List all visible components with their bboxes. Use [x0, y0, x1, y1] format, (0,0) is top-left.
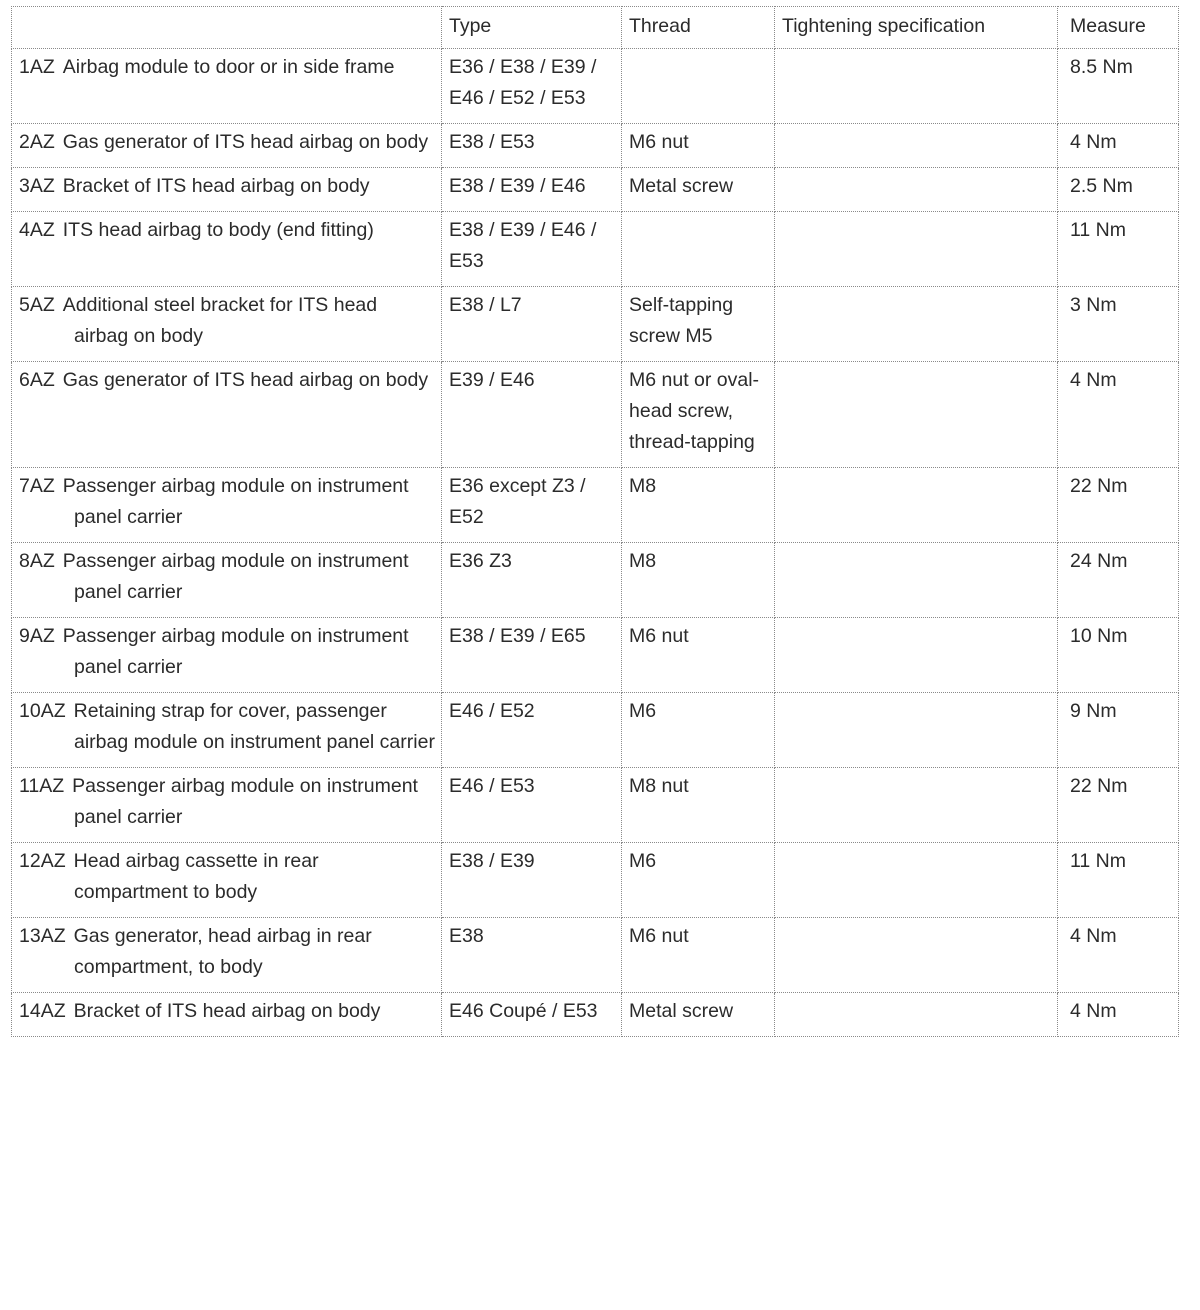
description-wrapper — [19, 52, 435, 83]
description-wrapper — [19, 290, 435, 352]
header-tightening: Tightening specification — [775, 7, 1058, 49]
cell-tightening — [775, 124, 1058, 168]
table-row — [12, 918, 1179, 993]
table-row — [12, 468, 1179, 543]
header-thread: Thread — [622, 7, 775, 49]
description-wrapper — [19, 365, 435, 396]
cell-thread: M6 nut — [622, 124, 775, 168]
item-code: 14AZ — [19, 1000, 66, 1022]
cell-thread: Self-tapping screw M5 — [622, 287, 775, 362]
cell-measure: 2.5 Nm — [1058, 168, 1179, 212]
cell-description — [12, 362, 442, 468]
item-code: 8AZ — [19, 550, 55, 572]
item-code: 4AZ — [19, 219, 55, 241]
item-description: Gas generator of ITS head airbag on body — [62, 369, 429, 391]
cell-thread: Metal screw — [622, 993, 775, 1037]
table-header-row — [12, 7, 1179, 49]
cell-type: E36 Z3 — [442, 543, 622, 618]
cell-thread — [622, 212, 775, 287]
item-code: 13AZ — [19, 925, 66, 947]
cell-description — [12, 843, 442, 918]
cell-tightening — [775, 843, 1058, 918]
description-wrapper — [19, 127, 435, 158]
item-description: Additional steel bracket for ITS head airbag on body — [62, 294, 378, 347]
cell-measure: 24 Nm — [1058, 543, 1179, 618]
cell-measure: 11 Nm — [1058, 843, 1179, 918]
cell-thread — [622, 49, 775, 124]
cell-measure: 4 Nm — [1058, 918, 1179, 993]
cell-thread: M8 — [622, 468, 775, 543]
item-description: Bracket of ITS head airbag on body — [62, 175, 370, 197]
item-description: Gas generator of ITS head airbag on body — [62, 131, 429, 153]
cell-measure: 4 Nm — [1058, 993, 1179, 1037]
description-wrapper — [19, 771, 435, 833]
cell-thread: M6 nut or oval-head screw, thread-tapping — [622, 362, 775, 468]
description-wrapper — [19, 696, 435, 758]
cell-type: E38 / E53 — [442, 124, 622, 168]
cell-type: E38 / L7 — [442, 287, 622, 362]
spec-table-container — [11, 6, 1179, 1037]
cell-description — [12, 212, 442, 287]
description-wrapper — [19, 621, 435, 683]
cell-tightening — [775, 287, 1058, 362]
item-code: 3AZ — [19, 175, 55, 197]
cell-tightening — [775, 49, 1058, 124]
description-wrapper — [19, 471, 435, 533]
item-code: 2AZ — [19, 131, 55, 153]
cell-type: E46 / E53 — [442, 768, 622, 843]
description-wrapper — [19, 846, 435, 908]
table-row — [12, 543, 1179, 618]
item-code: 6AZ — [19, 369, 55, 391]
item-description: Airbag module to door or in side frame — [62, 56, 395, 78]
cell-measure: 4 Nm — [1058, 124, 1179, 168]
cell-thread: M6 nut — [622, 618, 775, 693]
header-measure: Measure — [1058, 7, 1179, 49]
item-description: Passenger airbag module on instrument panel carrier — [62, 475, 409, 528]
description-wrapper — [19, 996, 435, 1027]
cell-type: E38 / E39 / E46 — [442, 168, 622, 212]
table-row — [12, 287, 1179, 362]
cell-measure: 10 Nm — [1058, 618, 1179, 693]
cell-measure: 22 Nm — [1058, 468, 1179, 543]
table-row — [12, 362, 1179, 468]
cell-measure: 3 Nm — [1058, 287, 1179, 362]
table-row — [12, 168, 1179, 212]
cell-description — [12, 543, 442, 618]
cell-type: E38 / E39 / E65 — [442, 618, 622, 693]
header-description — [12, 7, 442, 49]
item-code: 1AZ — [19, 56, 55, 78]
cell-description — [12, 168, 442, 212]
cell-thread: Metal screw — [622, 168, 775, 212]
description-wrapper — [19, 921, 435, 983]
item-description: Gas generator, head airbag in rear compartment, to body — [73, 925, 372, 978]
cell-description — [12, 918, 442, 993]
cell-tightening — [775, 543, 1058, 618]
cell-measure: 8.5 Nm — [1058, 49, 1179, 124]
cell-thread: M6 nut — [622, 918, 775, 993]
cell-type: E36 / E38 / E39 / E46 / E52 / E53 — [442, 49, 622, 124]
item-description: ITS head airbag to body (end fitting) — [62, 219, 374, 241]
cell-description — [12, 287, 442, 362]
cell-description — [12, 124, 442, 168]
cell-type: E46 Coupé / E53 — [442, 993, 622, 1037]
table-row — [12, 212, 1179, 287]
table-row — [12, 768, 1179, 843]
table-row — [12, 618, 1179, 693]
description-wrapper — [19, 171, 435, 202]
cell-thread: M6 — [622, 843, 775, 918]
item-description: Bracket of ITS head airbag on body — [73, 1000, 381, 1022]
cell-tightening — [775, 362, 1058, 468]
description-wrapper — [19, 215, 435, 246]
cell-type: E38 / E39 / E46 / E53 — [442, 212, 622, 287]
cell-description — [12, 693, 442, 768]
cell-thread: M8 — [622, 543, 775, 618]
cell-thread: M8 nut — [622, 768, 775, 843]
cell-type: E39 / E46 — [442, 362, 622, 468]
table-row — [12, 124, 1179, 168]
cell-tightening — [775, 618, 1058, 693]
cell-type: E46 / E52 — [442, 693, 622, 768]
tightening-spec-table — [11, 6, 1179, 1037]
cell-tightening — [775, 993, 1058, 1037]
description-wrapper — [19, 546, 435, 608]
cell-measure: 22 Nm — [1058, 768, 1179, 843]
cell-measure: 4 Nm — [1058, 362, 1179, 468]
cell-description — [12, 468, 442, 543]
item-code: 10AZ — [19, 700, 66, 722]
item-code: 11AZ — [19, 775, 65, 797]
cell-measure: 9 Nm — [1058, 693, 1179, 768]
cell-tightening — [775, 693, 1058, 768]
item-description: Passenger airbag module on instrument panel carrier — [72, 775, 418, 828]
cell-description — [12, 768, 442, 843]
cell-tightening — [775, 212, 1058, 287]
item-code: 5AZ — [19, 294, 55, 316]
cell-description — [12, 49, 442, 124]
item-description: Passenger airbag module on instrument panel carrier — [62, 550, 409, 603]
item-description: Passenger airbag module on instrument panel carrier — [62, 625, 409, 678]
item-code: 9AZ — [19, 625, 55, 647]
cell-tightening — [775, 468, 1058, 543]
item-code: 12AZ — [19, 850, 66, 872]
table-row — [12, 49, 1179, 124]
cell-type: E38 / E39 — [442, 843, 622, 918]
item-description: Head airbag cassette in rear compartment to body — [73, 850, 319, 903]
table-body — [12, 49, 1179, 1037]
cell-tightening — [775, 768, 1058, 843]
table-row — [12, 993, 1179, 1037]
cell-tightening — [775, 168, 1058, 212]
cell-type: E38 — [442, 918, 622, 993]
table-row — [12, 693, 1179, 768]
cell-description — [12, 993, 442, 1037]
header-type: Type — [442, 7, 622, 49]
cell-measure: 11 Nm — [1058, 212, 1179, 287]
table-row — [12, 843, 1179, 918]
cell-description — [12, 618, 442, 693]
item-description: Retaining strap for cover, passenger airbag module on instrument panel carrier — [73, 700, 435, 753]
cell-thread: M6 — [622, 693, 775, 768]
item-code: 7AZ — [19, 475, 55, 497]
cell-type: E36 except Z3 / E52 — [442, 468, 622, 543]
cell-tightening — [775, 918, 1058, 993]
